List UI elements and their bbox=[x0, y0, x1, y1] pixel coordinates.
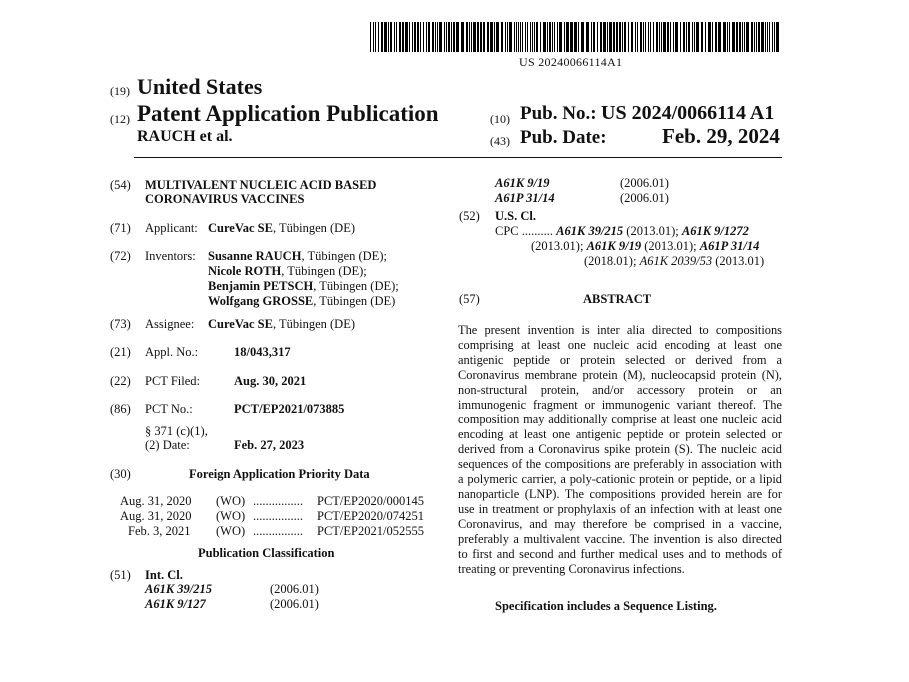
pct-filed-label: PCT Filed: bbox=[145, 374, 200, 388]
pub-date-label: Pub. Date: bbox=[520, 127, 607, 148]
appl-code: (21) bbox=[110, 345, 131, 359]
pub-no: US 2024/0066114 A1 bbox=[601, 102, 775, 124]
pct-filed-date: Aug. 30, 2021 bbox=[234, 374, 307, 388]
appl-no: 18/043,317 bbox=[234, 345, 291, 359]
publication-type: Patent Application Publication bbox=[137, 101, 439, 126]
sequence-listing-note: Specification includes a Sequence Listing. bbox=[495, 599, 717, 613]
inventor-1 bbox=[208, 249, 387, 264]
inventor-name: Nicole ROTH bbox=[208, 264, 282, 278]
foreign-code: (30) bbox=[110, 467, 131, 481]
code-12: (12) bbox=[110, 112, 130, 126]
cpc-line-2: (2013.01); A61K 9/19 (2013.01); A61P 31/14 bbox=[531, 239, 760, 253]
priority-office: (WO) bbox=[216, 509, 246, 523]
assignee bbox=[208, 317, 355, 332]
cpc-dots: .......... bbox=[521, 224, 554, 238]
inventor-2 bbox=[208, 264, 367, 279]
uscl-code: (52) bbox=[459, 209, 480, 223]
cpc-line-3: (2018.01); A61K 2039/53 (2013.01) bbox=[584, 254, 765, 268]
barcode bbox=[370, 22, 780, 52]
applicant-code: (71) bbox=[110, 221, 131, 235]
inventor-short: RAUCH et al. bbox=[137, 128, 233, 145]
priority-dots: ................ bbox=[253, 524, 303, 538]
code-10: (10) bbox=[490, 112, 510, 126]
applicant-label: Applicant: bbox=[145, 221, 198, 235]
inventor-location: , Tübingen (DE); bbox=[313, 279, 399, 293]
inventor-3 bbox=[208, 279, 399, 294]
assignee-name: CureVac SE bbox=[208, 317, 273, 331]
publication-classification-title: Publication Classification bbox=[198, 546, 335, 560]
inventors-code: (72) bbox=[110, 249, 131, 263]
priority-date: Aug. 31, 2020 bbox=[120, 509, 192, 523]
abstract-text: The present invention is inter alia directed to compositions comprising at least one nucleic acid encoding at least one antigenic peptide or protein selected or derived from a Coronavirus membrane protein (M), nucleocapsid protein (N), non-structural protein, and/or accessory protein or an immunogenic fragment or immunogenic variant thereof. The composition may additionally comprise at least one nucleic acid encoding at least one antigenic peptide or protein selected or derived from a Coronavirus spike protein (S). The nucleic acid sequences of the compositions are preferably in association with a polymeric carrier, a poly-cationic protein or peptide, or a lipid nanoparticle (LNP). The compositions provided herein are for use in treatment or prophylaxis of an infection with at least one Coronavirus, and may therefore be comprised in a vaccine, preferably a multivalent vaccine. The invention is also directed to first and second and further medical uses and to methods of treating or preventing Coronavirus infections. bbox=[458, 323, 782, 576]
priority-date: Aug. 31, 2020 bbox=[120, 494, 192, 508]
intcl-class: A61P 31/14 bbox=[495, 191, 555, 205]
s371-line-2: (2) Date: bbox=[145, 438, 190, 452]
intcl-class: A61K 9/19 bbox=[495, 176, 550, 190]
country: United States bbox=[137, 74, 263, 99]
applicant-location: , Tübingen (DE) bbox=[272, 221, 355, 235]
foreign-title: Foreign Application Priority Data bbox=[189, 467, 370, 481]
priority-number: PCT/EP2021/052555 bbox=[317, 524, 424, 538]
priority-dots: ................ bbox=[253, 509, 303, 523]
priority-date: Feb. 3, 2021 bbox=[128, 524, 191, 538]
priority-office: (WO) bbox=[216, 494, 246, 508]
cpc-class: A61P 31/14 bbox=[699, 239, 760, 253]
cpc-version: (2018.01) bbox=[584, 254, 633, 268]
assignee-label: Assignee: bbox=[145, 317, 195, 331]
pub-no-label: Pub. No.: bbox=[520, 103, 597, 124]
s371-date: Feb. 27, 2023 bbox=[234, 438, 305, 452]
inventor-location: , Tübingen (DE); bbox=[301, 249, 387, 263]
priority-number: PCT/EP2020/000145 bbox=[317, 494, 424, 508]
applicant bbox=[208, 221, 355, 236]
title-line-2: CORONAVIRUS VACCINES bbox=[145, 192, 305, 206]
pct-no: PCT/EP2021/073885 bbox=[234, 402, 345, 416]
priority-number: PCT/EP2020/074251 bbox=[317, 509, 424, 523]
cpc-version: (2013.01) bbox=[715, 254, 765, 268]
pct-no-code: (86) bbox=[110, 402, 131, 416]
applicant-name: CureVac SE bbox=[208, 221, 273, 235]
inventors-label: Inventors: bbox=[145, 249, 196, 263]
assignee-location: , Tübingen (DE) bbox=[272, 317, 355, 331]
intcl-version: (2006.01) bbox=[270, 582, 319, 596]
appl-label: Appl. No.: bbox=[145, 345, 199, 359]
inventor-4 bbox=[208, 294, 395, 309]
intcl-version: (2006.01) bbox=[620, 176, 669, 190]
inventor-location: , Tübingen (DE) bbox=[313, 294, 396, 308]
uscl-label: U.S. Cl. bbox=[495, 209, 536, 223]
intcl-label: Int. Cl. bbox=[145, 568, 183, 582]
priority-office: (WO) bbox=[216, 524, 246, 538]
barcode-number: US 20240066114A1 bbox=[519, 55, 623, 69]
cpc-label: CPC bbox=[495, 224, 519, 238]
pct-filed-code: (22) bbox=[110, 374, 131, 388]
cpc-class: A61K 9/19 bbox=[586, 239, 642, 253]
abstract-title: ABSTRACT bbox=[583, 292, 652, 306]
code-43: (43) bbox=[490, 134, 510, 148]
title-line-1: MULTIVALENT NUCLEIC ACID BASED bbox=[145, 178, 377, 192]
title-code: (54) bbox=[110, 178, 131, 192]
cpc-class: A61K 2039/53 bbox=[639, 254, 713, 268]
inventor-name: Wolfgang GROSSE bbox=[208, 294, 314, 308]
inventor-name: Benjamin PETSCH bbox=[208, 279, 314, 293]
cpc-version: (2013.01) bbox=[531, 239, 580, 253]
pub-date: Feb. 29, 2024 bbox=[662, 124, 780, 148]
abstract-code: (57) bbox=[459, 292, 480, 306]
cpc-class: A61K 39/215 bbox=[556, 224, 624, 238]
intcl-class: A61K 9/127 bbox=[145, 597, 206, 611]
intcl-class: A61K 39/215 bbox=[145, 582, 213, 596]
header-rule bbox=[134, 157, 782, 158]
inventor-location: , Tübingen (DE); bbox=[281, 264, 367, 278]
cpc-version: (2013.01) bbox=[626, 224, 676, 238]
intcl-version: (2006.01) bbox=[270, 597, 319, 611]
intcl-version: (2006.01) bbox=[620, 191, 669, 205]
s371-line-1: § 371 (c)(1), bbox=[145, 424, 208, 438]
code-19: (19) bbox=[110, 84, 130, 98]
priority-dots: ................ bbox=[253, 494, 303, 508]
pct-no-label: PCT No.: bbox=[145, 402, 193, 416]
cpc-version: (2013.01) bbox=[644, 239, 694, 253]
inventor-name: Susanne RAUCH bbox=[208, 249, 302, 263]
intcl-code: (51) bbox=[110, 568, 131, 582]
cpc-line-1: CPC .......... A61K 39/215 (2013.01); A61K 9/1272 bbox=[495, 224, 749, 238]
cpc-class: A61K 9/1272 bbox=[681, 224, 749, 238]
assignee-code: (73) bbox=[110, 317, 131, 331]
